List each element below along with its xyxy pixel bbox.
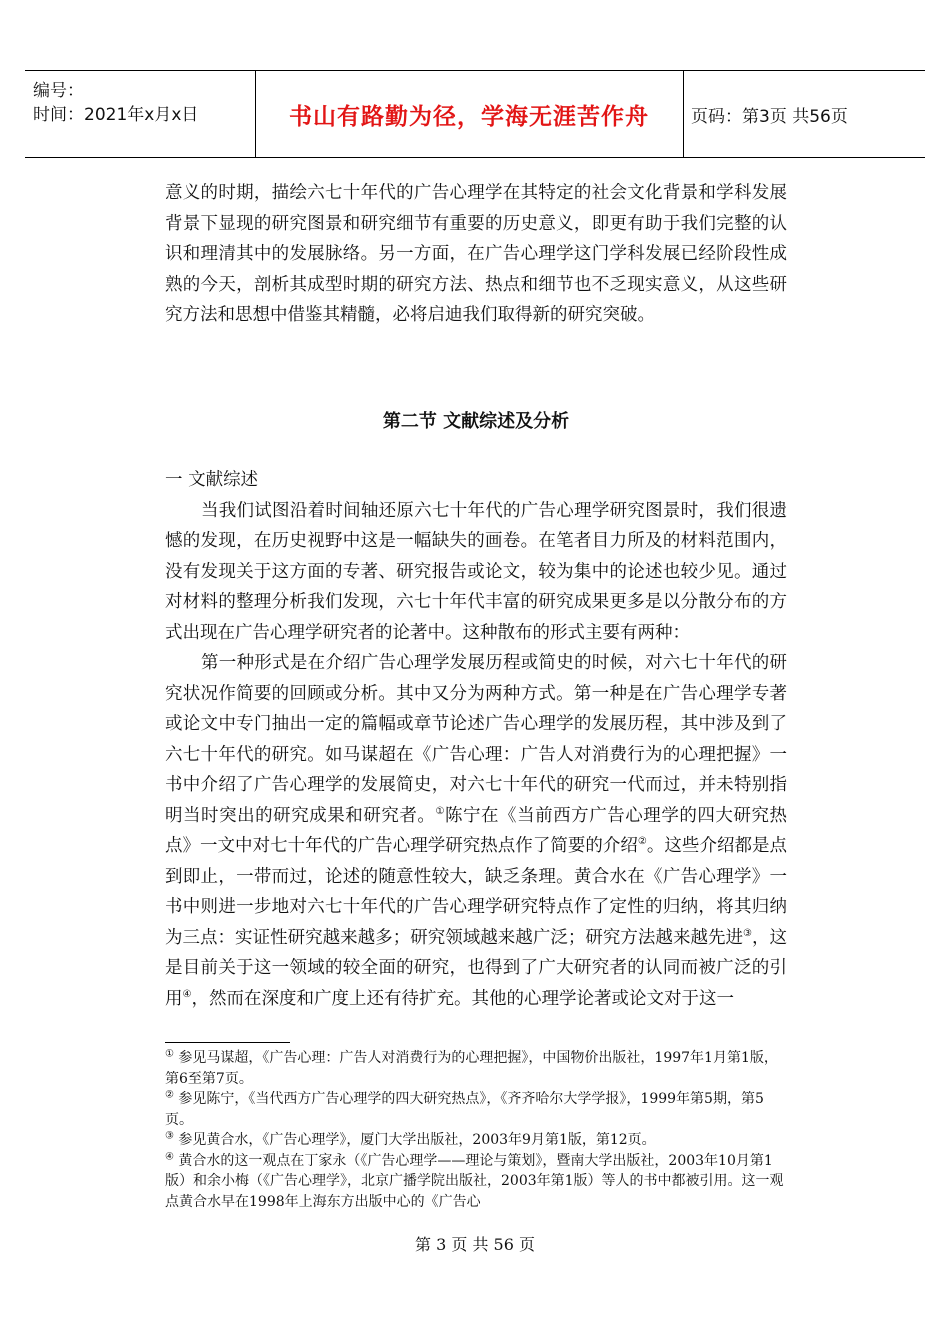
footnote-mark: ② bbox=[165, 1089, 174, 1101]
number-label: 编号： bbox=[33, 81, 84, 101]
paragraph-2-part-1: 第一种形式是在介绍广告心理学发展历程或简史的时候，对六七十年代的研究状况作简要的回顾或分析。其中又分为两种方式。第一种是在广告心理学专著或论文中专门抽出一定的篇幅或章节论述广告心理学的发展历程，其中涉及到了六七十年代的研究。如马谋超在《广告心理：广告人对消费行为的心理把握》一书中介绍了广告心理学的发展简史，对六七十年代的研究一代而过，并未特别指明当时突出的研究成果和研究者。 bbox=[165, 653, 787, 826]
footnote-ref-1: ① bbox=[435, 805, 445, 817]
paragraph-1: 当我们试图沿着时间轴还原六七十年代的广告心理学研究图景时，我们很遗憾的发现，在历史视野中这是一幅缺失的画卷。在笔者目力所及的材料范围内，没有发现关于这方面的专著、研究报告或论文，较为集中的论述也较少见。通过对材料的整理分析我们发现，六七十年代丰富的研究成果更多是以分散分布的方式出现在广告心理学研究者的论著中。这种散布的形式主要有两种： bbox=[165, 500, 787, 643]
header-motto: 书山有路勤为径，学海无涯苦作舟 bbox=[289, 103, 649, 130]
intro-paragraph bbox=[165, 178, 787, 331]
footnote-3 bbox=[165, 1130, 787, 1151]
subheading: 一 文献综述 bbox=[165, 470, 259, 490]
footnote-ref-3: ③ bbox=[743, 927, 752, 939]
footnote-text: 参见陈宁，《当代西方广告心理学的四大研究热点》，《齐齐哈尔大学学报》，1999年第5期，第5页。 bbox=[165, 1091, 764, 1128]
header-meta bbox=[33, 79, 198, 127]
footnote-separator bbox=[165, 1042, 290, 1043]
paragraph-2 bbox=[165, 648, 787, 1014]
page-header bbox=[25, 70, 925, 158]
footnote-2 bbox=[165, 1089, 787, 1130]
footnote-1 bbox=[165, 1048, 787, 1089]
footnote-ref-4: ④ bbox=[182, 988, 192, 1000]
footnote-mark: ④ bbox=[165, 1150, 174, 1162]
paragraph-2-part-3: 。这些介绍都是点到即止，一带而过，论述的随意性较大，缺乏条理。黄合水在《广告心理学》一书中则进一步地对六七十年代的广告心理学研究特点作了定性的归纳，将其归纳为三点：实证性研究越来越多；研究领域越来越广泛；研究方法越来越先进 bbox=[165, 836, 788, 948]
time-label: 时间：2021年x月x日 bbox=[33, 105, 199, 125]
footnotes bbox=[165, 1048, 787, 1212]
paragraph-2-part-2: 陈宁在《当前西方广告心理学的四大研究热点》一文中对七十年代的广告心理学研究热点作了简要的介绍 bbox=[165, 805, 788, 856]
header-divider bbox=[683, 71, 684, 157]
header-page-info: 页码：第3页 共56页 bbox=[691, 106, 848, 127]
intro-text: 意义的时期，描绘六七十年代的广告心理学在其特定的社会文化背景和学科发展背景下显现的研究图景和研究细节有重要的历史意义，即更有助于我们完整的认识和理清其中的发展脉络。另一方面，在广告心理学这门学科发展已经阶段性成熟的今天，剖析其成型时期的研究方法、热点和细节也不乏现实意义，从这些研究方法和思想中借鉴其精髓，必将启迪我们取得新的研究突破。 bbox=[165, 183, 787, 325]
footnote-text: 参见马谋超，《广告心理：广告人对消费行为的心理把握》，中国物价出版社，1997年1月第1版，第6至第7页。 bbox=[165, 1050, 778, 1087]
footnote-text: 黄合水的这一观点在丁家永（《广告心理学——理论与策划》，暨南大学出版社，2003年10月第1版）和余小梅（《广告心理学》，北京广播学院出版社，2003年第1版）等人的书中都被引用。这一观点黄合水早在1998年上海东方出版中心的《广告心 bbox=[165, 1152, 784, 1210]
footnote-mark: ③ bbox=[165, 1130, 174, 1142]
paragraph-2-part-4: ，这是目前关于这一领域的较全面的研究，也得到了广大研究者的认同而被广泛的引用 bbox=[165, 927, 787, 1009]
footnote-text: 参见黄合水，《广告心理学》，厦门大学出版社，2003年9月第1版，第12页。 bbox=[173, 1132, 656, 1148]
footnote-4 bbox=[165, 1151, 787, 1213]
footnote-ref-2: ② bbox=[637, 836, 647, 848]
main-text bbox=[165, 465, 787, 1014]
page-footer: 第 3 页 共 56 页 bbox=[415, 1235, 535, 1254]
footnote-mark: ① bbox=[165, 1048, 174, 1060]
section-title: 第二节 文献综述及分析 bbox=[382, 411, 570, 432]
paragraph-2-part-5: ，然而在深度和广度上还有待扩充。其他的心理学论著或论文对于这一 bbox=[191, 988, 734, 1009]
